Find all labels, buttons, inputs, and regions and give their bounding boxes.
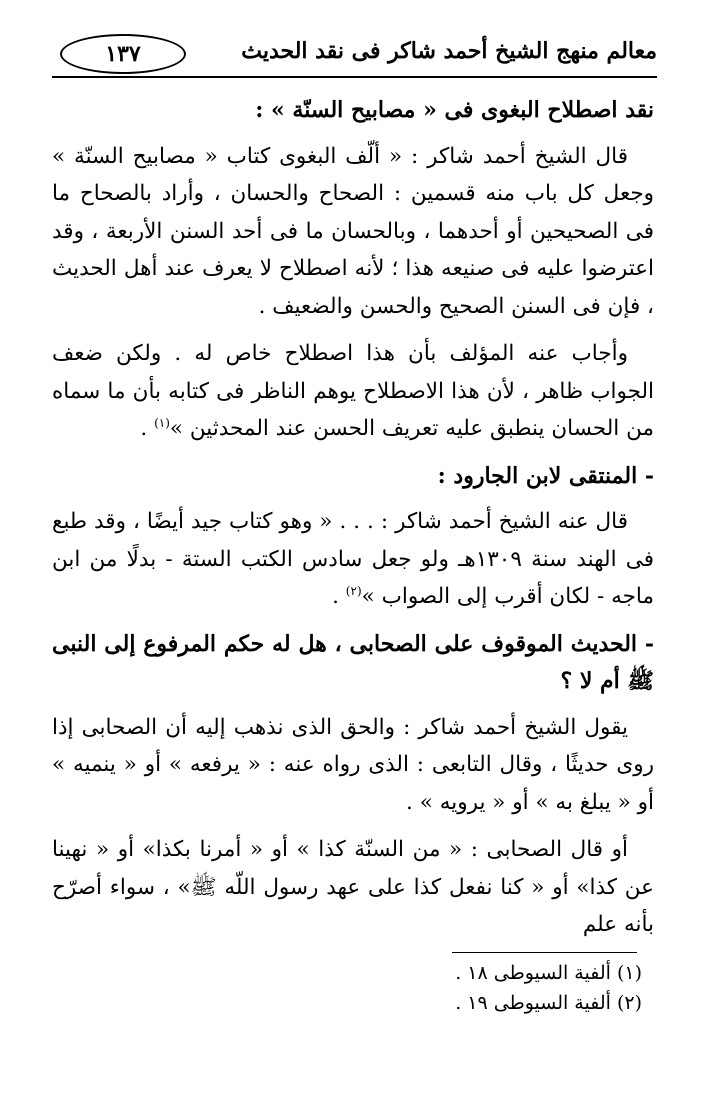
running-header	[52, 30, 657, 80]
paragraph: قال عنه الشيخ أحمد شاكر : . . . « وهو كتاب جيد أيضًا ، وقد طبع فى الهند سنة ١٣٠٩هـ ولو جعل سادس الكتب الستة - بدلًا من ابن ماجه - لكان أقرب إلى الصواب »$^{(٢)}$ .	[52, 509, 654, 609]
footnotes	[242, 958, 642, 1018]
footnote: (١) ألفية السيوطى ١٨ .	[455, 962, 642, 984]
paragraph: وأجاب عنه المؤلف بأن هذا اصطلاح خاص له . ولكن ضعف الجواب ظاهر ، لأن هذا الاصطلاح يوهم الناظر فى كتابه بأن ما سماه من الحسان ينطبق عليه تعريف الحسن عند المحدثين »$^{(١)}$ .	[52, 341, 654, 441]
page-number: ١٣٧	[60, 34, 186, 74]
footnote: (٢) ألفية السيوطى ١٩ .	[455, 992, 642, 1014]
main-text	[52, 92, 654, 954]
section-mawquf	[52, 626, 654, 944]
header-rule	[52, 76, 657, 78]
footnote-marker: (١)	[154, 415, 170, 430]
paragraph: قال الشيخ أحمد شاكر : « ألّف البغوى كتاب « مصابيح السنّة » وجعل كل باب منه قسمين : الصحاح والحسان ، وأراد بالصحاح ما فى الصحيحين أو أحدهما ، وبالحسان ما فى أحد السنن الأربعة ، وقد اعترضوا عليه فى صنيعه هذا ؛ لأنه اصطلاح لا يعرف عند أهل الحديث ، فإن فى السنن الصحيح والحسن والضعيف .	[52, 143, 654, 319]
footnote-rule	[452, 952, 637, 953]
paragraph: يقول الشيخ أحمد شاكر : والحق الذى نذهب إليه أن الصحابى إذا روى حديثًا ، وقال التابعى : الذى رواه عنه : « يرفعه » أو « ينميه » أو « يبلغ به » أو « يرويه » .	[52, 714, 654, 815]
section-muntaqa	[52, 458, 654, 616]
section-heading: - الحديث الموقوف على الصحابى ، هل له حكم المرفوع إلى النبى ﷺ أم لا ؟	[52, 630, 654, 694]
footnote-marker: (٢)	[345, 583, 362, 598]
section-baghawi	[52, 92, 654, 448]
running-title: معالم منهج الشيخ أحمد شاكر فى نقد الحديث	[241, 38, 657, 64]
paragraph: أو قال الصحابى : « من السنّة كذا » أو « أمرنا بكذا» أو « نهينا عن كذا» أو « كنا نفعل كذا على عهد رسول اللّه ﷺ» ، سواء أصرّح بأنه علم	[52, 837, 654, 937]
section-heading: نقد اصطلاح البغوى فى « مصابيح السنّة » :	[255, 97, 654, 123]
section-heading: - المنتقى لابن الجارود :	[437, 462, 654, 489]
